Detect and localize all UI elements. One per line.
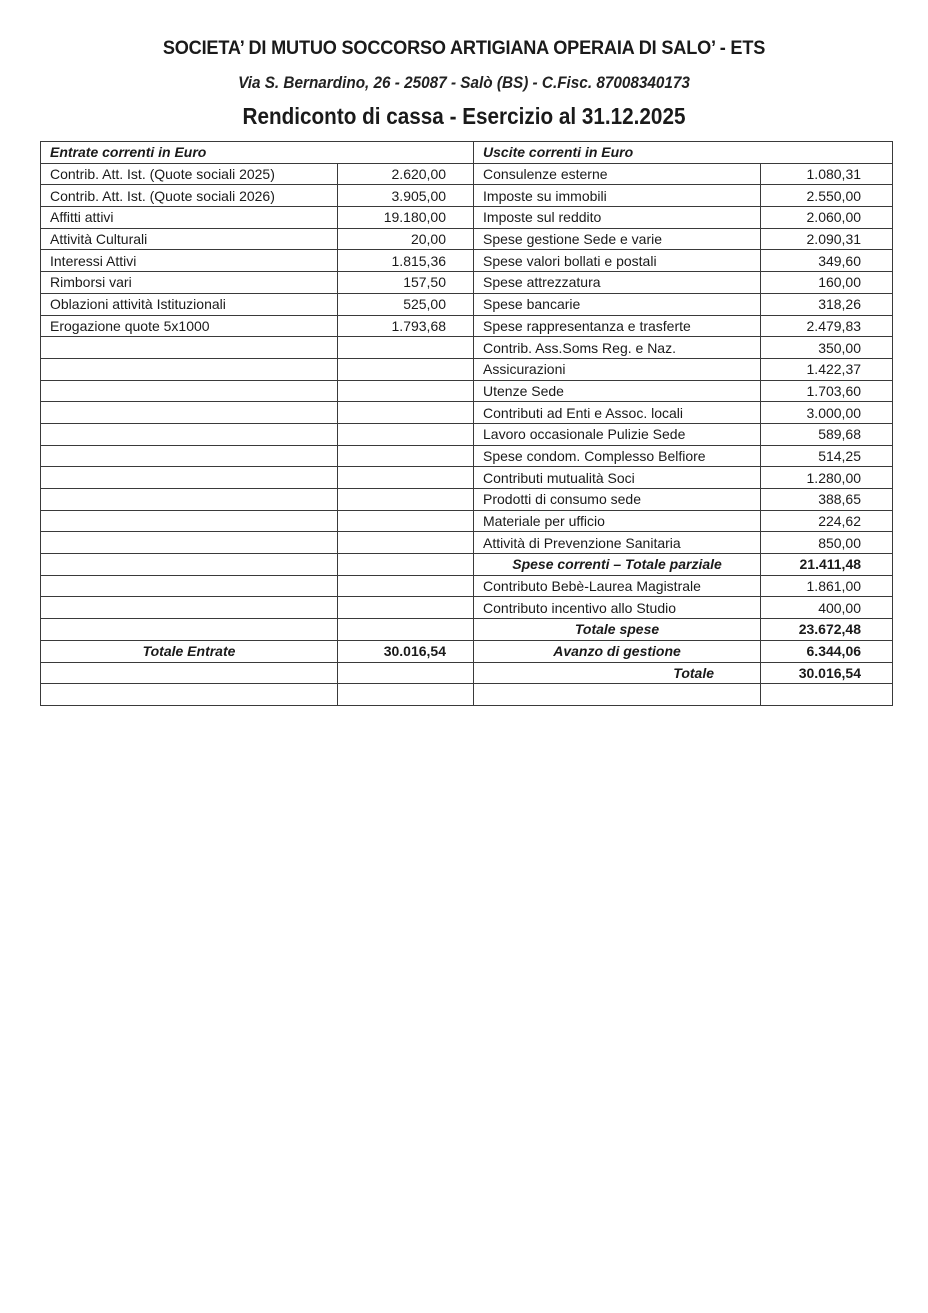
uscite-item-label: Prodotti di consumo sede (474, 489, 761, 511)
table-row (41, 684, 893, 706)
empty-cell (41, 358, 338, 380)
entrate-item-label: Affitti attivi (41, 207, 338, 229)
uscite-item-value: 2.060,00 (761, 207, 893, 229)
uscite-item-value: 2.090,31 (761, 228, 893, 250)
empty-cell (41, 532, 338, 554)
uscite-item-value: 350,00 (761, 337, 893, 359)
uscite-item-value: 160,00 (761, 272, 893, 294)
avanzo-value: 6.344,06 (761, 640, 893, 662)
table-row (41, 272, 893, 294)
table-row (41, 358, 893, 380)
table-row (41, 293, 893, 315)
entrate-item-label: Contrib. Att. Ist. (Quote sociali 2025) (41, 163, 338, 185)
grand-total-value: 30.016,54 (761, 662, 893, 684)
table-row (41, 250, 893, 272)
empty-cell (338, 467, 474, 489)
uscite-item-label: Spese attrezzatura (474, 272, 761, 294)
empty-cell (338, 358, 474, 380)
empty-cell (338, 532, 474, 554)
table-row (41, 467, 893, 489)
empty-cell (41, 489, 338, 511)
uscite-item-value: 318,26 (761, 293, 893, 315)
uscite-item-label: Imposte su immobili (474, 185, 761, 207)
uscite-item-label: Utenze Sede (474, 380, 761, 402)
table-row (41, 423, 893, 445)
total-spese-label: Totale spese (474, 619, 761, 641)
entrate-item-label: Attività Culturali (41, 228, 338, 250)
table-row (41, 337, 893, 359)
entrate-heading: Entrate correnti in Euro (41, 142, 474, 164)
uscite-item-label: Spese gestione Sede e varie (474, 228, 761, 250)
entrate-item-value: 1.815,36 (338, 250, 474, 272)
empty-cell (41, 554, 338, 576)
uscite-extra-item-value: 1.861,00 (761, 575, 893, 597)
organization-address: Via S. Bernardino, 26 - 25087 - Salò (BS) - C.Fisc. 87008340173 (238, 73, 690, 92)
cash-statement-table (40, 141, 893, 706)
uscite-item-value: 1.080,31 (761, 163, 893, 185)
uscite-item-label: Contrib. Ass.Soms Reg. e Naz. (474, 337, 761, 359)
table-row (41, 142, 893, 164)
empty-cell (41, 467, 338, 489)
document-title: Rendiconto di cassa - Esercizio al 31.12.2025 (242, 103, 686, 129)
table-row (41, 510, 893, 532)
organization-name: SOCIETA’ DI MUTUO SOCCORSO ARTIGIANA OPERAIA DI SALO’ - ETS (162, 37, 766, 59)
table-row (41, 554, 893, 576)
uscite-item-label: Assicurazioni (474, 358, 761, 380)
empty-cell (338, 684, 474, 706)
uscite-item-label: Spese condom. Complesso Belfiore (474, 445, 761, 467)
uscite-item-value: 349,60 (761, 250, 893, 272)
empty-cell (338, 662, 474, 684)
entrate-item-value: 19.180,00 (338, 207, 474, 229)
uscite-item-value: 224,62 (761, 510, 893, 532)
uscite-item-label: Spese rappresentanza e trasferte (474, 315, 761, 337)
empty-cell (761, 684, 893, 706)
empty-cell (338, 597, 474, 619)
empty-cell (338, 510, 474, 532)
table-row (41, 380, 893, 402)
uscite-item-value: 850,00 (761, 532, 893, 554)
empty-cell (41, 423, 338, 445)
uscite-item-value: 3.000,00 (761, 402, 893, 424)
uscite-item-value: 589,68 (761, 423, 893, 445)
empty-cell (474, 684, 761, 706)
uscite-item-label: Contributi mutualità Soci (474, 467, 761, 489)
table-row (41, 597, 893, 619)
empty-cell (41, 445, 338, 467)
table-row (41, 445, 893, 467)
empty-cell (41, 510, 338, 532)
empty-cell (41, 619, 338, 641)
empty-cell (41, 337, 338, 359)
uscite-item-value: 2.550,00 (761, 185, 893, 207)
table-row (41, 163, 893, 185)
empty-cell (41, 684, 338, 706)
table-row (41, 532, 893, 554)
empty-cell (41, 662, 338, 684)
partial-total-label: Spese correnti – Totale parziale (474, 554, 761, 576)
empty-cell (338, 423, 474, 445)
table-row (41, 315, 893, 337)
empty-cell (338, 380, 474, 402)
uscite-item-label: Consulenze esterne (474, 163, 761, 185)
entrate-item-value: 1.793,68 (338, 315, 474, 337)
empty-cell (338, 554, 474, 576)
table-row (41, 207, 893, 229)
uscite-item-label: Imposte sul reddito (474, 207, 761, 229)
entrate-item-label: Oblazioni attività Istituzionali (41, 293, 338, 315)
table-row (41, 402, 893, 424)
uscite-item-value: 514,25 (761, 445, 893, 467)
empty-cell (338, 337, 474, 359)
empty-cell (338, 402, 474, 424)
empty-cell (41, 402, 338, 424)
table-row (41, 489, 893, 511)
grand-total-label: Totale (474, 662, 761, 684)
uscite-item-value: 1.280,00 (761, 467, 893, 489)
uscite-extra-item-value: 400,00 (761, 597, 893, 619)
uscite-item-label: Spese valori bollati e postali (474, 250, 761, 272)
empty-cell (41, 597, 338, 619)
uscite-heading: Uscite correnti in Euro (474, 142, 893, 164)
uscite-item-value: 2.479,83 (761, 315, 893, 337)
total-entrate-label: Totale Entrate (41, 640, 338, 662)
entrate-item-label: Erogazione quote 5x1000 (41, 315, 338, 337)
total-spese-value: 23.672,48 (761, 619, 893, 641)
table-row (41, 575, 893, 597)
partial-total-value: 21.411,48 (761, 554, 893, 576)
uscite-item-label: Spese bancarie (474, 293, 761, 315)
uscite-item-label: Materiale per ufficio (474, 510, 761, 532)
empty-cell (41, 575, 338, 597)
empty-cell (41, 380, 338, 402)
entrate-item-label: Rimborsi vari (41, 272, 338, 294)
table-row (41, 662, 893, 684)
table-row (41, 640, 893, 662)
entrate-item-value: 20,00 (338, 228, 474, 250)
entrate-item-value: 3.905,00 (338, 185, 474, 207)
uscite-item-value: 1.422,37 (761, 358, 893, 380)
uscite-item-value: 1.703,60 (761, 380, 893, 402)
table-row (41, 619, 893, 641)
entrate-item-value: 2.620,00 (338, 163, 474, 185)
table-row (41, 228, 893, 250)
uscite-item-label: Contributi ad Enti e Assoc. locali (474, 402, 761, 424)
table-row (41, 185, 893, 207)
entrate-item-value: 525,00 (338, 293, 474, 315)
uscite-extra-item-label: Contributo Bebè-Laurea Magistrale (474, 575, 761, 597)
empty-cell (338, 489, 474, 511)
uscite-item-value: 388,65 (761, 489, 893, 511)
entrate-item-value: 157,50 (338, 272, 474, 294)
uscite-extra-item-label: Contributo incentivo allo Studio (474, 597, 761, 619)
empty-cell (338, 575, 474, 597)
empty-cell (338, 445, 474, 467)
entrate-item-label: Contrib. Att. Ist. (Quote sociali 2026) (41, 185, 338, 207)
uscite-item-label: Lavoro occasionale Pulizie Sede (474, 423, 761, 445)
avanzo-label: Avanzo di gestione (474, 640, 761, 662)
empty-cell (338, 619, 474, 641)
entrate-item-label: Interessi Attivi (41, 250, 338, 272)
uscite-item-label: Attività di Prevenzione Sanitaria (474, 532, 761, 554)
total-entrate-value: 30.016,54 (338, 640, 474, 662)
